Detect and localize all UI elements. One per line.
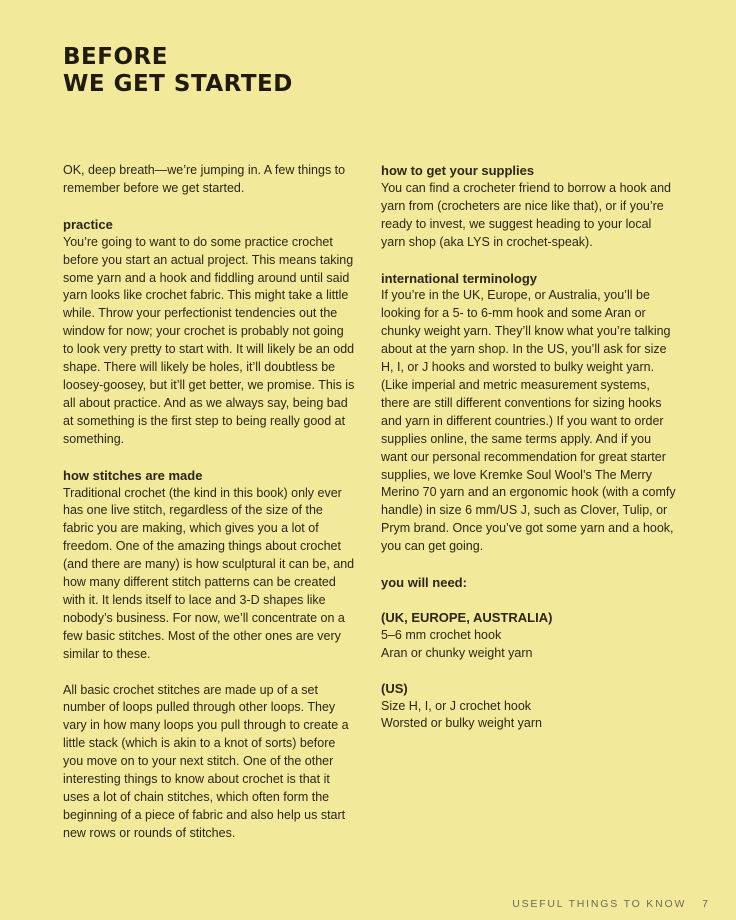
uk-supply-item: 5–6 mm crochet hook xyxy=(381,627,502,642)
footer-section-title: USEFUL THINGS TO KNOW xyxy=(512,898,687,910)
stitches-paragraph-2: All basic crochet stitches are made up of a set number of loops pulled through other loops. They vary in how many loops you pull through to create a little stack (which is akin to a knot of sorts) before you move on to your next stitch. One of the other interesting things to know about crochet is that it uses a lot of chain stitches, which often form the beginning of a piece of fabric and also help us start new rows or rounds of stitches. xyxy=(63,682,349,840)
practice-paragraph: You’re going to want to do some practice crochet before you start an actual project. This means taking some yarn and a hook and fiddling around until said yarn looks like crochet fabric. This might take a little while. Throw your perfectionist tendencies out the window for now; your crochet is probably not going to look very pretty to start with. It will likely be an odd shape. There will likely be holes, it’ll doubtless be loosey-goosey, but it’ll get better, we promise. This is all about practice. And as we always say, being bad at something is the first step to being really good at something. xyxy=(63,234,355,446)
uk-supply-item: Aran or chunky weight yarn xyxy=(381,645,533,660)
us-supplies-heading: (US) xyxy=(381,680,408,696)
you-will-need-heading: you will need: xyxy=(381,575,467,591)
terminology-paragraph: If you’re in the UK, Europe, or Australia, you’ll be looking for a 5- to 6-mm hook and some Aran or chunky weight yarn. They’ll know what you’re talking about at the yarn shop. In the US, you’ll ask for size H, I, or J hooks and worsted to bulky weight yarn. (Like imperial and metric measurement systems, there are still different conventions for sizing hooks and yarn in different countries.) If you want to order supplies online, the same terms apply. And if you want our personal recommendation for great starter supplies, we love Kremke Soul Wool’s The Merry Merino 70 yarn and an ergonomic hook (with a comfy handle) in size 6 mm/US J, such as Clover, Tulip, or Prym brand. Once you’ve got some yarn and a hook, you can get going. xyxy=(381,288,676,554)
uk-supplies-heading: (UK, EUROPE, AUSTRALIA) xyxy=(381,609,553,625)
terminology-heading: international terminology xyxy=(381,270,538,286)
right-column xyxy=(381,162,677,733)
page-number: 7 xyxy=(702,898,708,910)
us-supply-item: Size H, I, or J crochet hook xyxy=(381,698,532,713)
us-supply-item: Worsted or bulky weight yarn xyxy=(381,716,542,731)
stitches-heading: how stitches are made xyxy=(63,467,203,483)
supplies-paragraph: You can find a crocheter friend to borrow a hook and yarn from (crocheters are nice like that), or if you’re ready to invest, we suggest heading to your local yarn shop (aka LYS in crochet-speak). xyxy=(381,180,672,249)
stitches-paragraph-1: Traditional crochet (the kind in this book) only ever has one live stitch, regardless of the size of the fabric you are making, which gives you a lot of freedom. One of the amazing things about crochet (and there are many) is how sculptural it can be, and how many different stitch patterns can be created with it. It lends itself to lace and 3-D shapes like nobody’s business. For now, we’ll concentrate on a few basic stitches. Most of the other ones are very similar to these. xyxy=(63,485,355,661)
left-column xyxy=(63,162,355,843)
page-title xyxy=(63,44,293,98)
title-line-2: WE GET STARTED xyxy=(63,71,293,97)
intro-paragraph: OK, deep breath—we’re jumping in. A few things to remember before we get started. xyxy=(63,163,346,195)
title-line-1: BEFORE xyxy=(63,44,168,70)
practice-heading: practice xyxy=(63,216,113,232)
page-footer xyxy=(512,898,708,910)
supplies-heading: how to get your supplies xyxy=(381,163,535,178)
